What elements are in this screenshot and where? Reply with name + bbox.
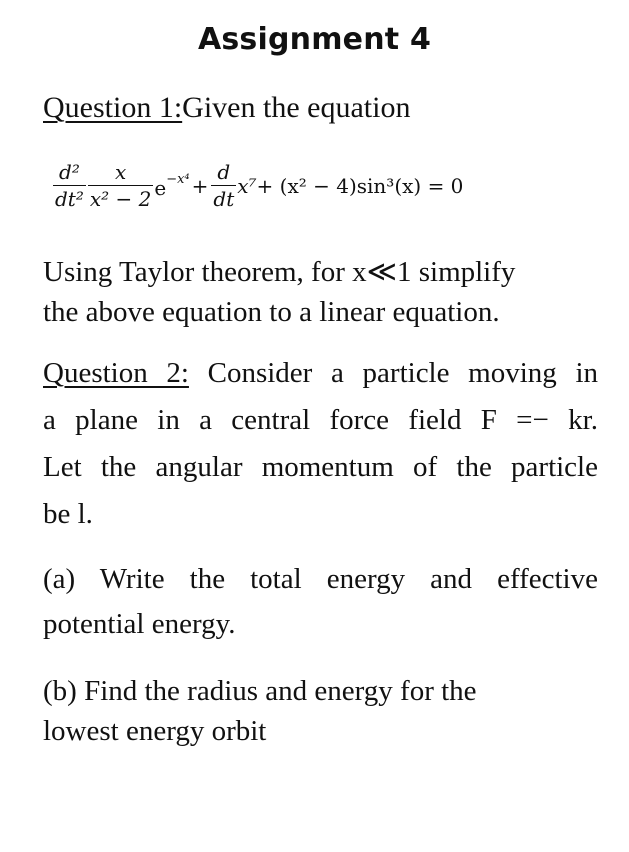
question-2-body <box>43 350 598 538</box>
question-1-intro: Given the equation <box>182 91 411 124</box>
question-2-line-2: a plane in a central force field F =− kr. <box>43 404 598 436</box>
exponential-term: $e^{-x^4}$ <box>154 171 190 200</box>
rational-term: $\frac{x}{\text{x² − 2}}$ <box>89 160 152 211</box>
question-2-line-4: be l. <box>43 498 93 530</box>
question-1-label: Question 1: <box>43 91 183 124</box>
question-2-line-3: Let the angular momentum of the particle <box>43 451 598 483</box>
plus-sign: + <box>191 173 209 198</box>
question-2-part-a: (a) Write the total energy and effective potential energy. <box>43 563 598 640</box>
x7-term: x⁷ <box>237 173 257 198</box>
question-1-instruction: Using Taylor theorem, for x≪1 simplify the above equation to a linear equation. <box>43 256 516 328</box>
question-1-heading <box>43 91 410 125</box>
page-title: Assignment 4 <box>197 22 432 57</box>
question-2-label: Question 2: <box>43 357 189 389</box>
question-2-part-b: (b) Find the radius and energy for the lowest energy orbit <box>43 675 477 747</box>
question-2-line-1: Question 2: Consider a particle moving in <box>43 357 599 389</box>
first-derivative-operator: $\frac{d}{dt}$ <box>213 160 235 211</box>
equation-remainder: + (x² − 4)sin³(x) = 0 <box>256 173 464 198</box>
second-derivative-operator: $\frac{\text{d²}}{\text{dt²}}$ <box>55 160 84 211</box>
question-1-equation <box>52 160 463 211</box>
